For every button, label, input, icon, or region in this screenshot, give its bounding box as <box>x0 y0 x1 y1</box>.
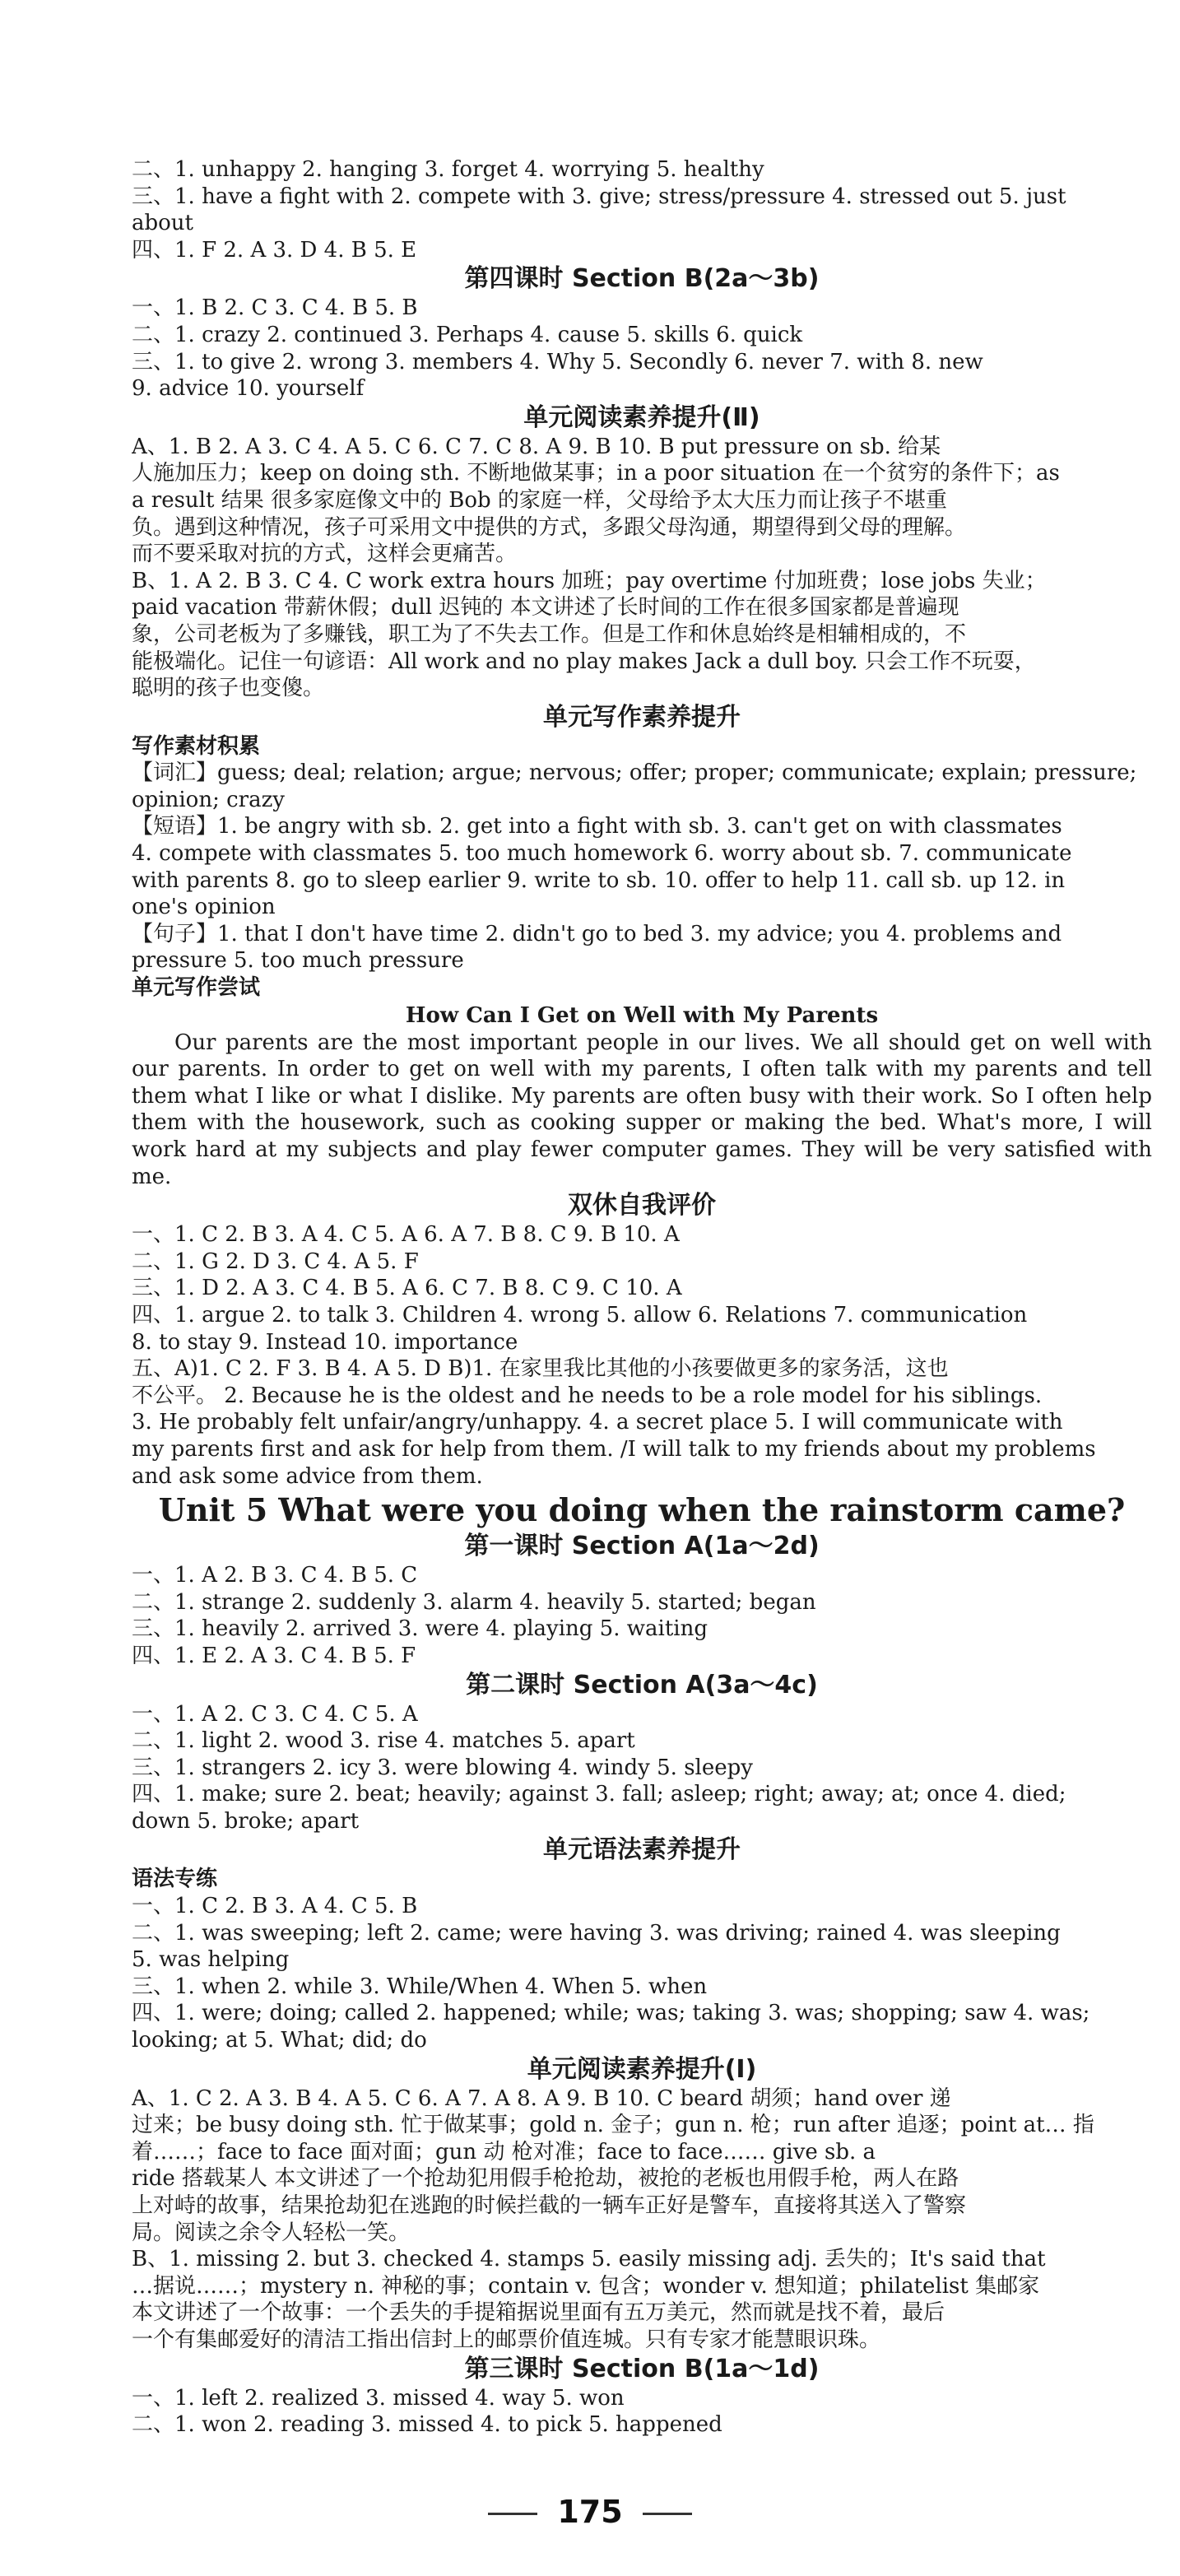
sub-heading: 写作素材积累 <box>132 733 261 759</box>
answer-line: 二、1. light 2. wood 3. rise 4. matches 5. apart <box>132 1728 635 1754</box>
answer-line: 二、1. unhappy 2. hanging 3. forget 4. worrying 5. healthy <box>132 157 764 182</box>
answer-line: 象，公司老板为了多赚钱，职工为了不失去工作。但是工作和休息始终是相辅相成的，不 <box>132 621 967 647</box>
sub-heading: 语法专练 <box>132 1867 218 1892</box>
answer-line: 5. was helping <box>132 1947 290 1973</box>
answer-line: 二、1. was sweeping; left 2. came; were having 3. was driving; rained 4. was sleeping <box>132 1920 1061 1946</box>
answer-line: …据说……；mystery n. 神秘的事；contain v. 包含；wonder v. 想知道；philatelist 集邮家 <box>132 2273 1040 2299</box>
answer-line: 而不要采取对抗的方式，这样会更痛苦。 <box>132 542 518 567</box>
answer-line: 一、1. left 2. realized 3. missed 4. way 5. won <box>132 2385 625 2411</box>
answer-line: 聪明的孩子也变傻。 <box>132 676 325 701</box>
answer-line: 二、1. won 2. reading 3. missed 4. to pick 5. happened <box>132 2412 722 2438</box>
unit-title: Unit 5 What were you doing when the rainstorm came? <box>158 1491 1126 1529</box>
answer-line: one's opinion <box>132 895 276 920</box>
section-heading: 第一课时 Section A(1a～2d) <box>464 1532 820 1561</box>
section-heading: 单元阅读素养提升(Ⅰ) <box>527 2054 757 2084</box>
left-dash <box>488 2513 537 2515</box>
section-heading: 双休自我评价 <box>568 1191 716 1221</box>
answer-line: A、1. B 2. A 3. C 4. A 5. C 6. C 7. C 8. A 9. B 10. B put pressure on sb. 给某 <box>132 434 941 459</box>
essay-paragraph: Our parents are the most important people in our lives. We all should get on well with our parents. In order to get on well with my parents, I often talk with my parents and tell them what I like or what I dislike. My parents are often busy with their work. So I often help them with the housework, such as cooking supper or making the bed. What's more, I will work hard at my subjects and play fewer computer games. They will be very satisfied with me. <box>132 1030 1152 1189</box>
answer-line: with parents 8. go to sleep earlier 9. write to sb. 10. offer to help 11. call sb. up 12. in <box>132 867 1066 893</box>
answer-line: 四、1. were; doing; called 2. happened; while; was; taking 3. was; shopping; saw 4. was; <box>132 2001 1090 2026</box>
answer-line: B、1. missing 2. but 3. checked 4. stamps 5. easily missing adj. 丢失的；It's said that <box>132 2247 1046 2272</box>
answer-key-content <box>132 156 1152 2439</box>
answer-line: ride 搭载某人 本文讲述了一个抢劫犯用假手枪抢劫，被抢的老板也用假手枪，两人在路 <box>132 2166 959 2192</box>
right-dash <box>643 2513 692 2515</box>
answer-line: 一、1. A 2. C 3. C 4. C 5. A <box>132 1701 418 1727</box>
answer-line: 四、1. E 2. A 3. C 4. B 5. F <box>132 1643 416 1668</box>
answer-line: 三、1. heavily 2. arrived 3. were 4. playing 5. waiting <box>132 1616 708 1642</box>
answer-line: 【短语】1. be angry with sb. 2. get into a fight with sb. 3. can't get on with classmates <box>132 814 1062 839</box>
answer-line: 三、1. have a fight with 2. compete with 3. give; stress/pressure 4. stressed out 5. just <box>132 184 1066 209</box>
answer-line: 一、1. C 2. B 3. A 4. C 5. B <box>132 1894 418 1919</box>
answer-line: 四、1. F 2. A 3. D 4. B 5. E <box>132 237 417 263</box>
section-heading: 单元语法素养提升 <box>543 1835 741 1865</box>
sub-heading: 单元写作尝试 <box>132 975 261 1001</box>
answer-line: 一、1. B 2. C 3. C 4. B 5. B <box>132 295 418 321</box>
answer-line: 四、1. make; sure 2. beat; heavily; against 3. fall; asleep; right; away; at; once 4. died; <box>132 1782 1066 1807</box>
answer-line: opinion; crazy <box>132 787 285 812</box>
answer-line: down 5. broke; apart <box>132 1808 360 1834</box>
answer-line: paid vacation 带薪休假；dull 迟钝的 本文讲述了长时间的工作在很多国家都是普遍现 <box>132 595 959 621</box>
answer-line: 二、1. G 2. D 3. C 4. A 5. F <box>132 1248 419 1274</box>
answer-line: and ask some advice from them. <box>132 1463 483 1489</box>
answer-line: 过来；be busy doing sth. 忙于做某事；gold n. 金子；gun n. 枪；run after 追逐；point at… 指 <box>132 2113 1094 2138</box>
answer-line: 三、1. when 2. while 3. While/When 4. When 5. when <box>132 1974 708 1999</box>
answer-line: 3. He probably felt unfair/angry/unhappy. 4. a secret place 5. I will communicate with <box>132 1410 1063 1435</box>
answer-line: 二、1. strange 2. suddenly 3. alarm 4. heavily 5. started; began <box>132 1589 816 1615</box>
answer-line: a result 结果 很多家庭像文中的 Bob 的家庭一样，父母给予太大压力而让孩子不堪重 <box>132 487 947 513</box>
page-number: 175 <box>557 2494 623 2530</box>
section-heading: 单元写作素养提升 <box>543 702 741 732</box>
answer-line: 三、1. strangers 2. icy 3. were blowing 4. windy 5. sleepy <box>132 1755 753 1780</box>
answer-line: A、1. C 2. A 3. B 4. A 5. C 6. A 7. A 8. A 9. B 10. C beard 胡须；hand over 递 <box>132 2085 951 2111</box>
answer-line: 【句子】1. that I don't have time 2. didn't go to bed 3. my advice; you 4. problems and <box>132 921 1062 946</box>
answer-line: 8. to stay 9. Instead 10. importance <box>132 1329 518 1355</box>
answer-line: 【词汇】guess; deal; relation; argue; nervous; offer; proper; communicate; explain; pressure; <box>132 760 1137 786</box>
answer-line: 一、1. C 2. B 3. A 4. C 5. A 6. A 7. B 8. C 9. B 10. A <box>132 1222 680 1248</box>
answer-line: 4. compete with classmates 5. too much homework 6. worry about sb. 7. communicate <box>132 841 1072 867</box>
answer-line: 着……；face to face 面对面；gun 动 枪对准；face to face…… give sb. a <box>132 2139 876 2164</box>
answer-line: 局。阅读之余令人轻松一笑。 <box>132 2220 411 2245</box>
answer-line: 不公平。 2. Because he is the oldest and he needs to be a role model for his siblings. <box>132 1383 1043 1408</box>
page-number-footer <box>0 2494 1180 2530</box>
section-heading: 单元阅读素养提升(Ⅱ) <box>523 402 760 432</box>
answer-line: looking; at 5. What; did; do <box>132 2028 427 2053</box>
answer-line: 五、A)1. C 2. F 3. B 4. A 5. D B)1. 在家里我比其他的小孩要做更多的家务活，这也 <box>132 1356 949 1382</box>
answer-line: about <box>132 211 193 236</box>
essay-title: How Can I Get on Well with My Parents <box>405 1002 879 1028</box>
answer-line: 一、1. A 2. B 3. C 4. B 5. C <box>132 1563 418 1588</box>
answer-line: 负。遇到这种情况，孩子可采用文中提供的方式，多跟父母沟通，期望得到父母的理解。 <box>132 514 967 540</box>
answer-line: 三、1. D 2. A 3. C 4. B 5. A 6. C 7. B 8. C 9. C 10. A <box>132 1276 682 1301</box>
answer-line: 三、1. to give 2. wrong 3. members 4. Why 5. Secondly 6. never 7. with 8. new <box>132 349 983 374</box>
answer-line: 9. advice 10. yourself <box>132 376 365 402</box>
answer-line: 本文讲述了一个故事：一个丢失的手提箱据说里面有五万美元，然而就是找不着，最后 <box>132 2300 945 2326</box>
answer-line: 人施加压力；keep on doing sth. 不断地做某事；in a poor situation 在一个贫穷的条件下；as <box>132 461 1060 486</box>
section-heading: 第四课时 Section B(2a～3b) <box>464 264 820 294</box>
answer-line: 四、1. argue 2. to talk 3. Children 4. wrong 5. allow 6. Relations 7. communication <box>132 1302 1028 1328</box>
section-heading: 第二课时 Section A(3a～4c) <box>466 1670 818 1700</box>
answer-line: 二、1. crazy 2. continued 3. Perhaps 4. cause 5. skills 6. quick <box>132 322 803 347</box>
answer-line: 上对峙的故事，结果抢劫犯在逃跑的时候拦截的一辆车正好是警车，直接将其送入了警察 <box>132 2193 967 2218</box>
answer-line: pressure 5. too much pressure <box>132 948 464 974</box>
answer-line: B、1. A 2. B 3. C 4. C work extra hours 加班；pay overtime 付加班费；lose jobs 失业； <box>132 568 1047 593</box>
section-heading: 第三课时 Section B(1a～1d) <box>464 2354 820 2383</box>
answer-line: 能极端化。记住一句谚语：All work and no play makes Jack a dull boy. 只会工作不玩耍， <box>132 649 1036 674</box>
answer-line: my parents first and ask for help from them. /I will talk to my friends about my problems <box>132 1436 1096 1462</box>
answer-line: 一个有集邮爱好的清洁工指出信封上的邮票价值连城。只有专家才能慧眼识珠。 <box>132 2327 881 2352</box>
